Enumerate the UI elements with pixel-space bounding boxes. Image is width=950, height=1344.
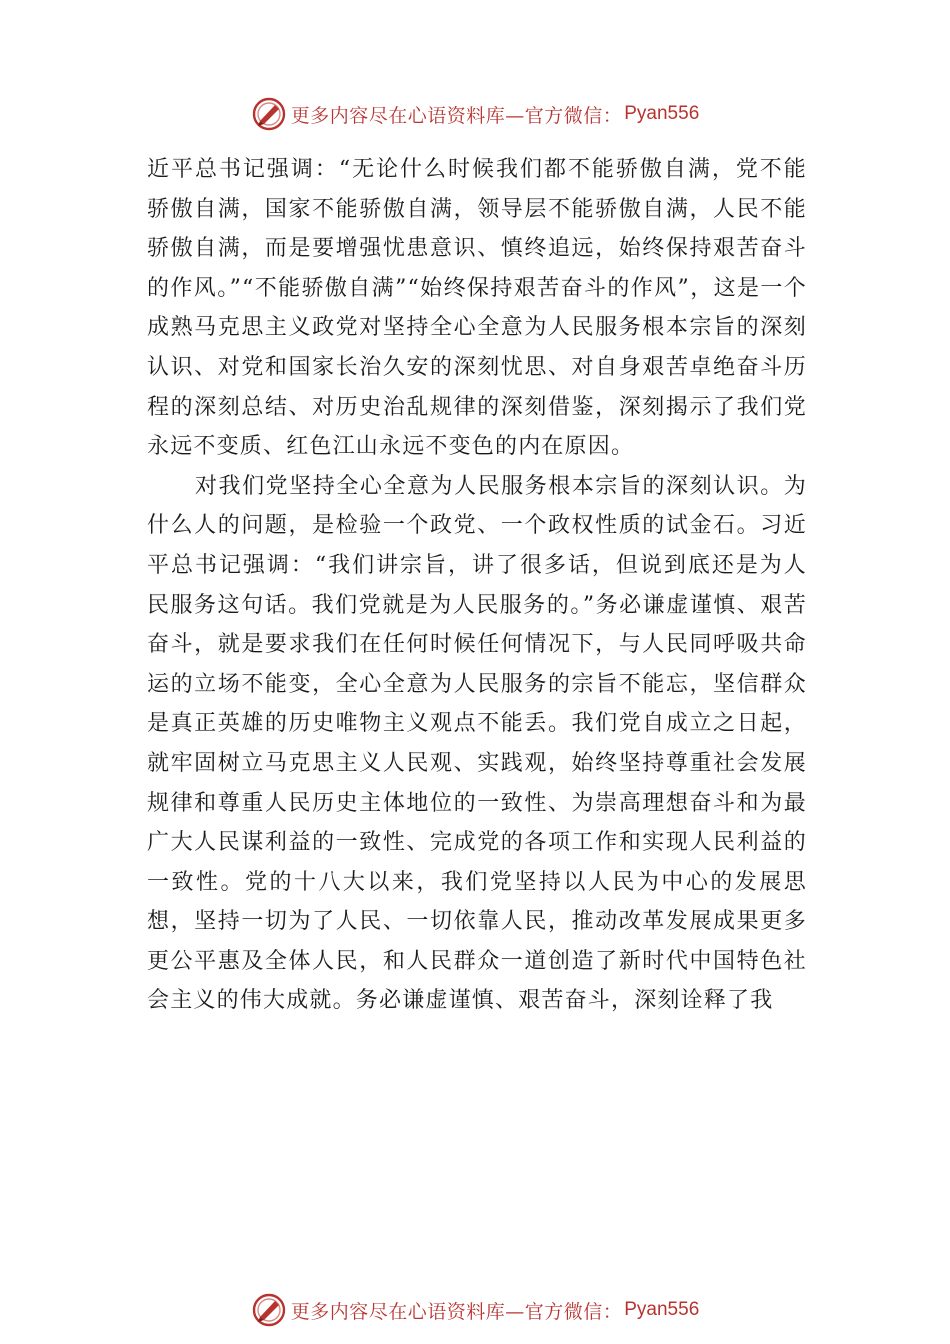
page-header-watermark <box>0 94 950 134</box>
watermark-brand-text: 更多内容尽在心语资料库—官方微信： <box>290 104 623 127</box>
watermark-brand-text: 更多内容尽在心语资料库—官方微信： <box>290 1300 623 1323</box>
paragraph-2: 对我们党坚持全心全意为人民服务根本宗旨的深刻认识。为什么人的问题，是检验一个政党、一个政权性质的试金石。习近平总书记强调：“我们讲宗旨，讲了很多话，但说到底还是为人民服务这句话。我们党就是为人民服务的。”务必谦虚谨慎、艰苦奋斗，就是要求我们在任何时候任何情况下，与人民同呼吸共命运的立场不能变，全心全意为人民服务的宗旨不能忘，坚信群众是真正英雄的历史唯物主义观点不能丢。我们党自成立之日起，就牢固树立马克思主义人民观、实践观，始终坚持尊重社会发展规律和尊重人民历史主体地位的一致性、为崇高理想奋斗和为最广大人民谋利益的一致性、完成党的各项工作和实现人民利益的一致性。党的十八大以来，我们党坚持以人民为中心的发展思想，坚持一切为了人民、一切依靠人民，推动改革发展成果更多更公平惠及全体人民，和人民群众一道创造了新时代中国特色社会主义的伟大成就。务必谦虚谨慎、艰苦奋斗，深刻诠释了我 <box>147 473 807 1014</box>
watermark-logo-icon <box>251 1292 287 1328</box>
watermark-wechat-id: Pyan556 <box>624 1299 700 1320</box>
page-footer-watermark <box>0 1290 950 1330</box>
watermark-logo-icon <box>251 96 287 132</box>
paragraph-1: 近平总书记强调：“无论什么时候我们都不能骄傲自满，党不能骄傲自满，国家不能骄傲自满，领导层不能骄傲自满，人民不能骄傲自满，而是要增强忧患意识、慎终追远，始终保持艰苦奋斗的作风。”“不能骄傲自满”“始终保持艰苦奋斗的作风”，这是一个成熟马克思主义政党对坚持全心全意为人民服务根本宗旨的深刻认识、对党和国家长治久安的深刻忧思、对自身艰苦卓绝奋斗历程的深刻总结、对历史治乱规律的深刻借鉴，深刻揭示了我们党永远不变质、红色江山永远不变色的内在原因。 <box>147 157 807 460</box>
watermark-wechat-id: Pyan556 <box>624 103 700 124</box>
document-body <box>147 150 807 1021</box>
